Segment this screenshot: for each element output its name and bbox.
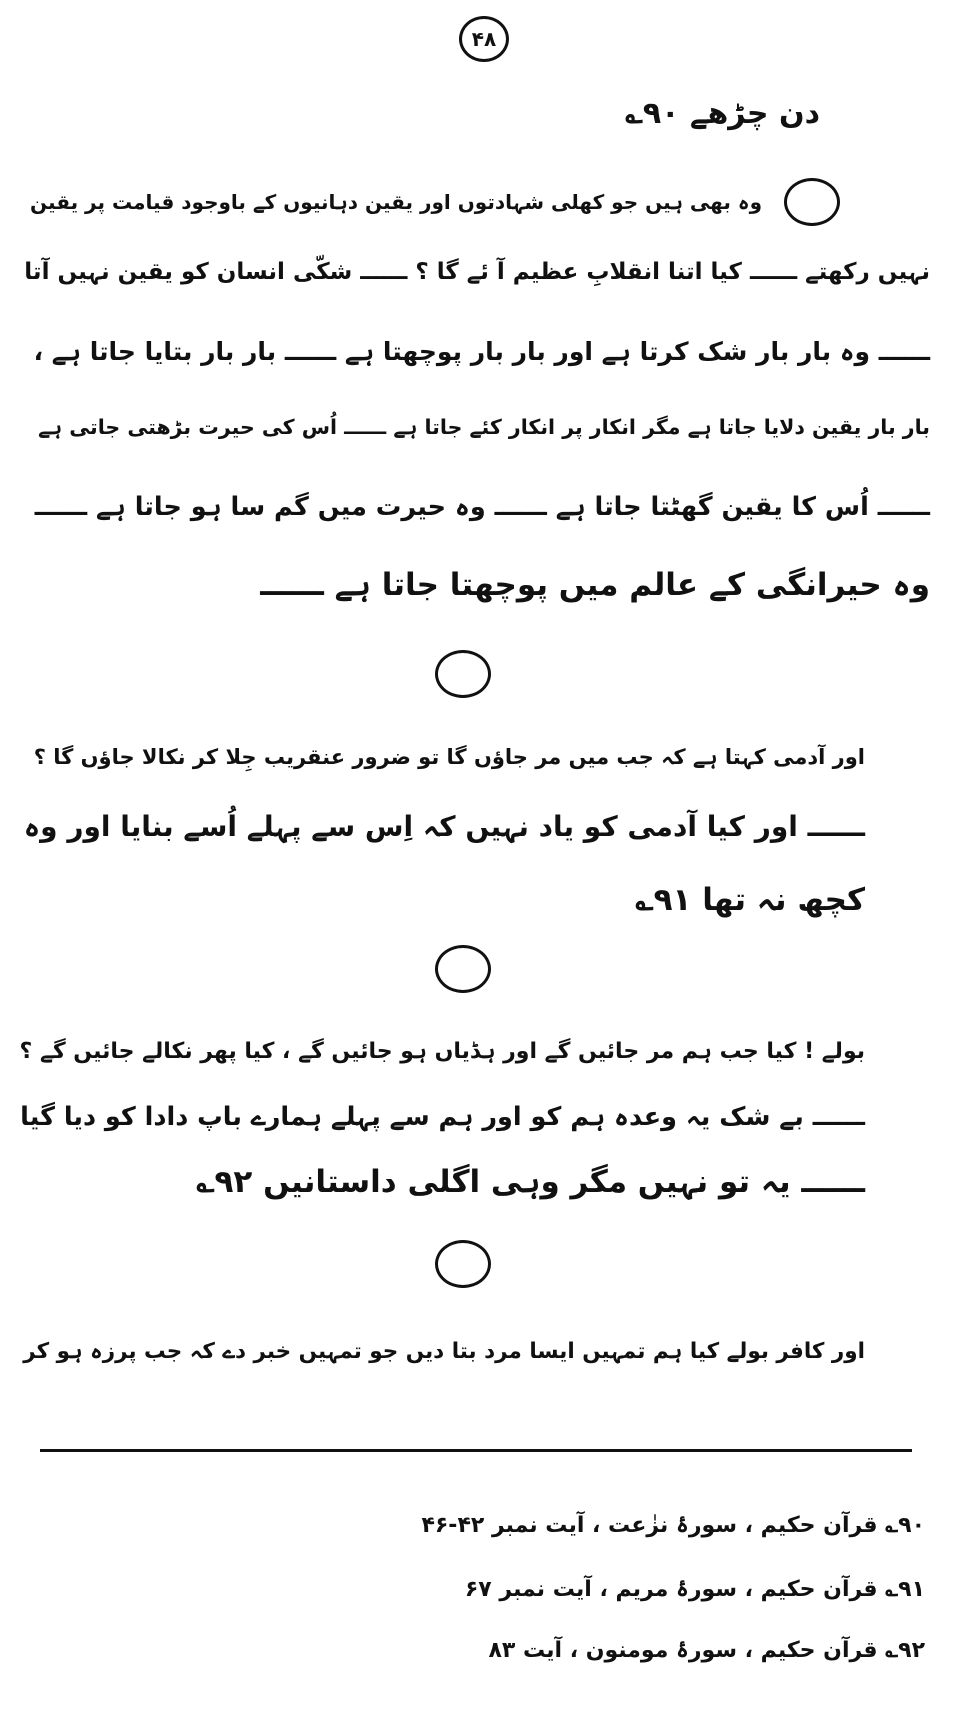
text-line: ــــــ یہ تو نہیں مگر وہی اگلی داستانیں ۹۲؎ xyxy=(196,1164,865,1200)
text-line: کچھ نہ تھا ۹۱؎ xyxy=(635,882,865,918)
text-line: اور کافر بولے کیا ہم تمہیں ایسا مرد بتا دیں جو تمہیں خبر دے کہ جب پرزہ ہو کر xyxy=(23,1339,865,1364)
text-line: ــــــ وہ بار بار شک کرتا ہے اور بار بار پوچھتا ہے ــــــ بار بار بتایا جاتا ہے ، xyxy=(33,337,930,366)
text-line: ــــــ بے شک یہ وعدہ ہم کو اور ہم سے پہلے ہمارے باپ دادا کو دیا گیا xyxy=(20,1102,865,1132)
heading: دن چڑھے ۹۰؎ xyxy=(625,96,820,131)
text-line: ــــــ اُس کا یقین گھٹتا جاتا ہے ــــــ وہ حیرت میں گم سا ہو جاتا ہے ــــــ xyxy=(34,492,930,522)
page-number: ۴۸ xyxy=(459,16,509,62)
section-marker-circle xyxy=(435,650,491,698)
text-line: بولے ! کیا جب ہم مر جائیں گے اور ہڈیاں ہو جائیں گے ، کیا پھر نکالے جائیں گے ؟ xyxy=(19,1039,865,1064)
text-line: نہیں رکھتے ــــــ کیا اتنا انقلابِ عظیم آ ئے گا ؟ ــــــ شکّی انسان کو یقین نہیں آتا xyxy=(24,259,930,285)
text-line: ــــــ اور کیا آدمی کو یاد نہیں کہ اِس سے پہلے اُسے بنایا اور وہ xyxy=(23,810,865,843)
footnote: ۹۰؎ قرآن حکیم ، سورۂ نزٰعت ، آیت نمبر ۴۲-۴۶ xyxy=(421,1513,925,1538)
footnote: ۹۱؎ قرآن حکیم ، سورۂ مریم ، آیت نمبر ۶۷ xyxy=(464,1577,925,1602)
section-marker-circle xyxy=(435,1240,491,1288)
section-marker-circle xyxy=(784,178,840,226)
section-marker-circle xyxy=(435,945,491,993)
text-line: وہ حیرانگی کے عالم میں پوچھتا جاتا ہے ــــــ xyxy=(260,567,930,603)
text-line: بار بار یقین دلایا جاتا ہے مگر انکار پر انکار کئے جاتا ہے ــــــ اُس کی حیرت بڑھتی جاتی ہے xyxy=(38,415,930,439)
text-line: اور آدمی کہتا ہے کہ جب میں مر جاؤں گا تو ضرور عنقریب جِلا کر نکالا جاؤں گا ؟ xyxy=(33,745,865,769)
footnote: ۹۲؎ قرآن حکیم ، سورۂ مومنون ، آیت ۸۳ xyxy=(488,1638,925,1663)
footnote-divider xyxy=(40,1449,912,1452)
text-line: وہ بھی ہیں جو کھلی شہادتوں اور یقین دہانیوں کے باوجود قیامت پر یقین xyxy=(30,190,762,214)
